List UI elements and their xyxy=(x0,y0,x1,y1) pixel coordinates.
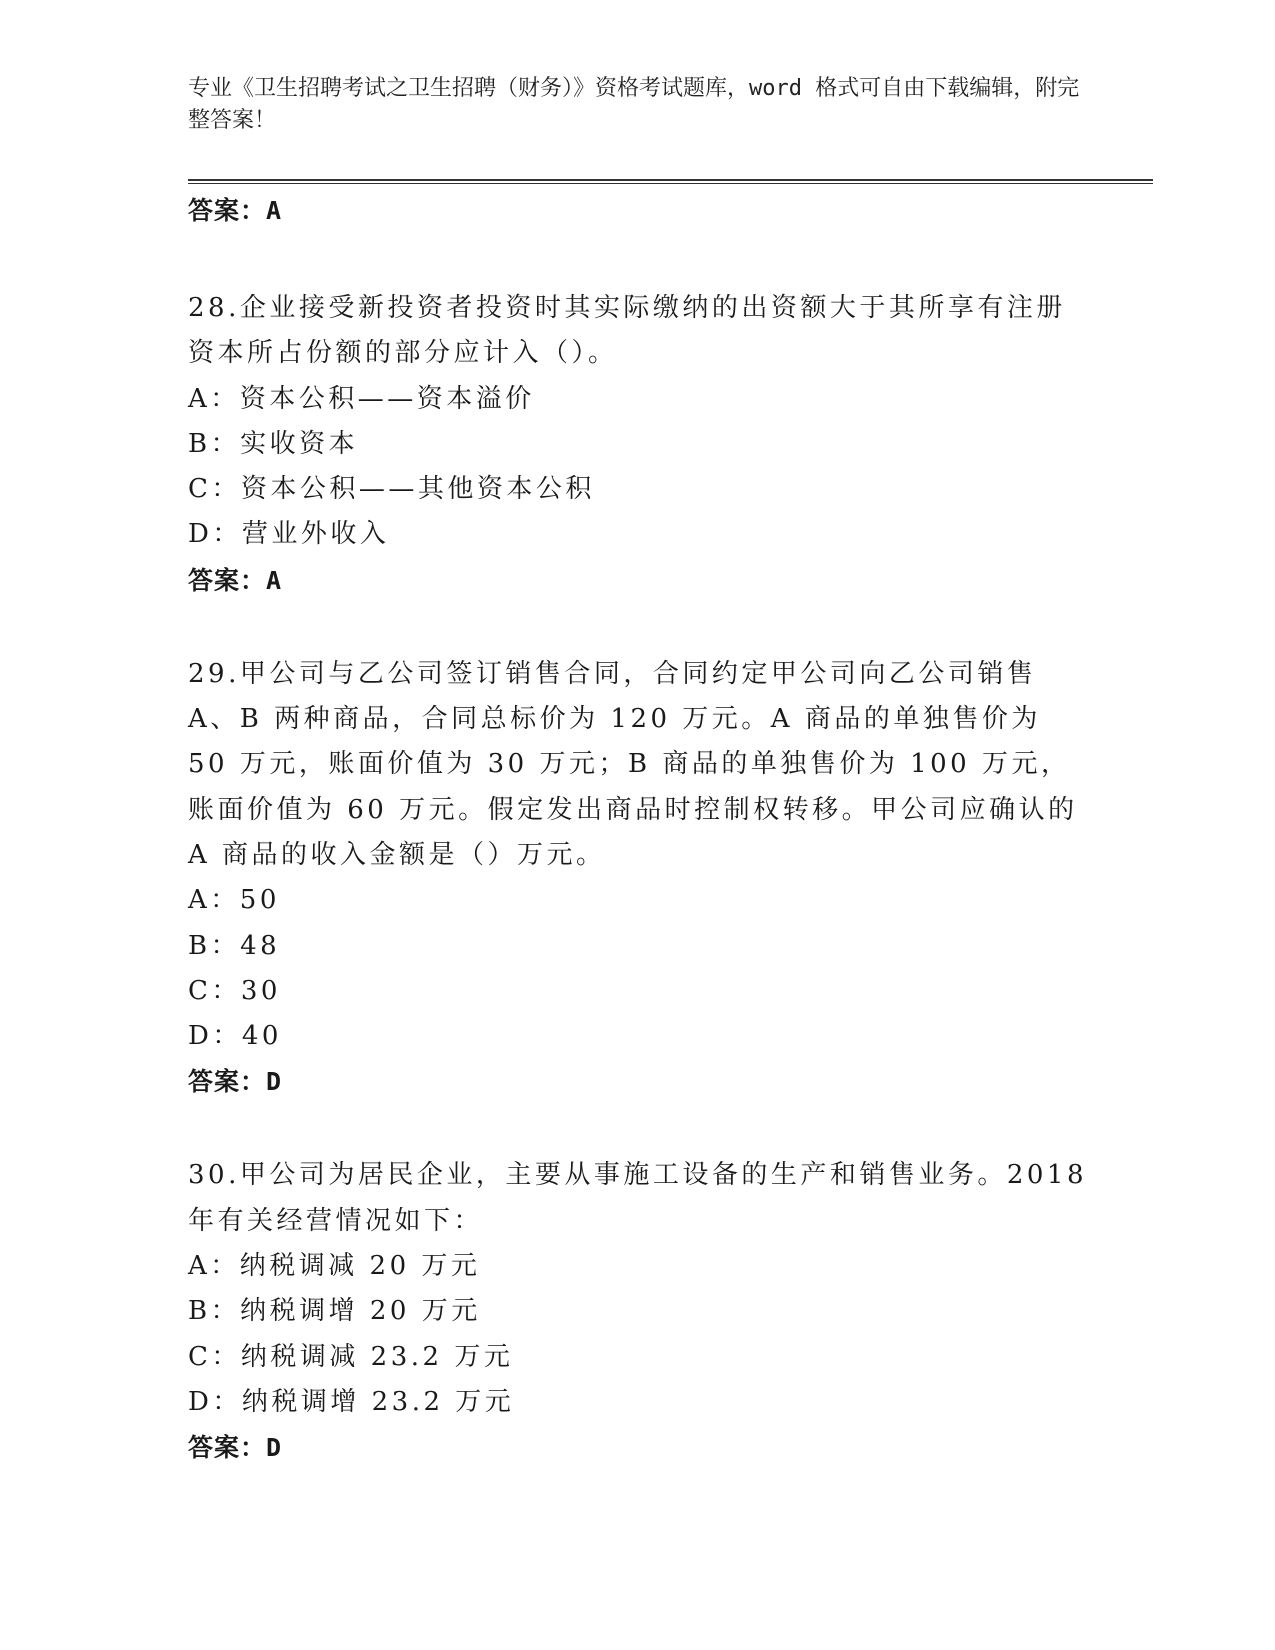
answer: 答案：A xyxy=(188,565,283,595)
question-28 xyxy=(188,286,1088,603)
header-divider xyxy=(188,179,1153,184)
option-c: C：资本公积——其他资本公积 xyxy=(188,474,595,505)
option-c: C：30 xyxy=(188,975,281,1006)
question-29 xyxy=(188,652,1088,1105)
option-d: D：营业外收入 xyxy=(188,519,390,550)
answer-previous: 答案：A xyxy=(188,196,283,225)
question-text: 29.甲公司与乙公司签订销售合同，合同约定甲公司向乙公司销售 A、B 两种商品，合同总标价为 120 万元。A 商品的单独售价为 50 万元，账面价值为 30 万元；B 商品的单独售价为 100 万元，账面价值为 60 万元。假定发出商品时控制权转移。甲公司应确认的 A 商品的收入金额是（）万元。 xyxy=(188,658,1078,870)
option-a: A：50 xyxy=(188,885,280,916)
question-text: 30.甲公司为居民企业，主要从事施工设备的生产和销售业务。2018 年有关经营情况如下： xyxy=(188,1160,1088,1236)
question-30 xyxy=(188,1153,1088,1470)
answer: 答案：D xyxy=(188,1433,283,1463)
option-c: C：纳税调减 23.2 万元 xyxy=(188,1341,514,1372)
option-a: A：资本公积——资本溢价 xyxy=(188,383,535,414)
option-a: A：纳税调减 20 万元 xyxy=(188,1251,481,1282)
option-d: D：纳税调增 23.2 万元 xyxy=(188,1386,515,1417)
answer: 答案：D xyxy=(188,1067,283,1097)
document-body xyxy=(188,185,1088,1470)
page-header: 专业《卫生招聘考试之卫生招聘（财务）》资格考试题库，word 格式可自由下载编辑，附完整答案！ xyxy=(188,76,1080,133)
option-b: B：48 xyxy=(188,930,281,961)
option-b: B：纳税调增 20 万元 xyxy=(188,1296,481,1327)
question-text: 28.企业接受新投资者投资时其实际缴纳的出资额大于其所享有注册资本所占份额的部分应计入（）。 xyxy=(188,293,1066,369)
option-d: D：40 xyxy=(188,1021,282,1052)
option-b: B：实收资本 xyxy=(188,428,359,459)
